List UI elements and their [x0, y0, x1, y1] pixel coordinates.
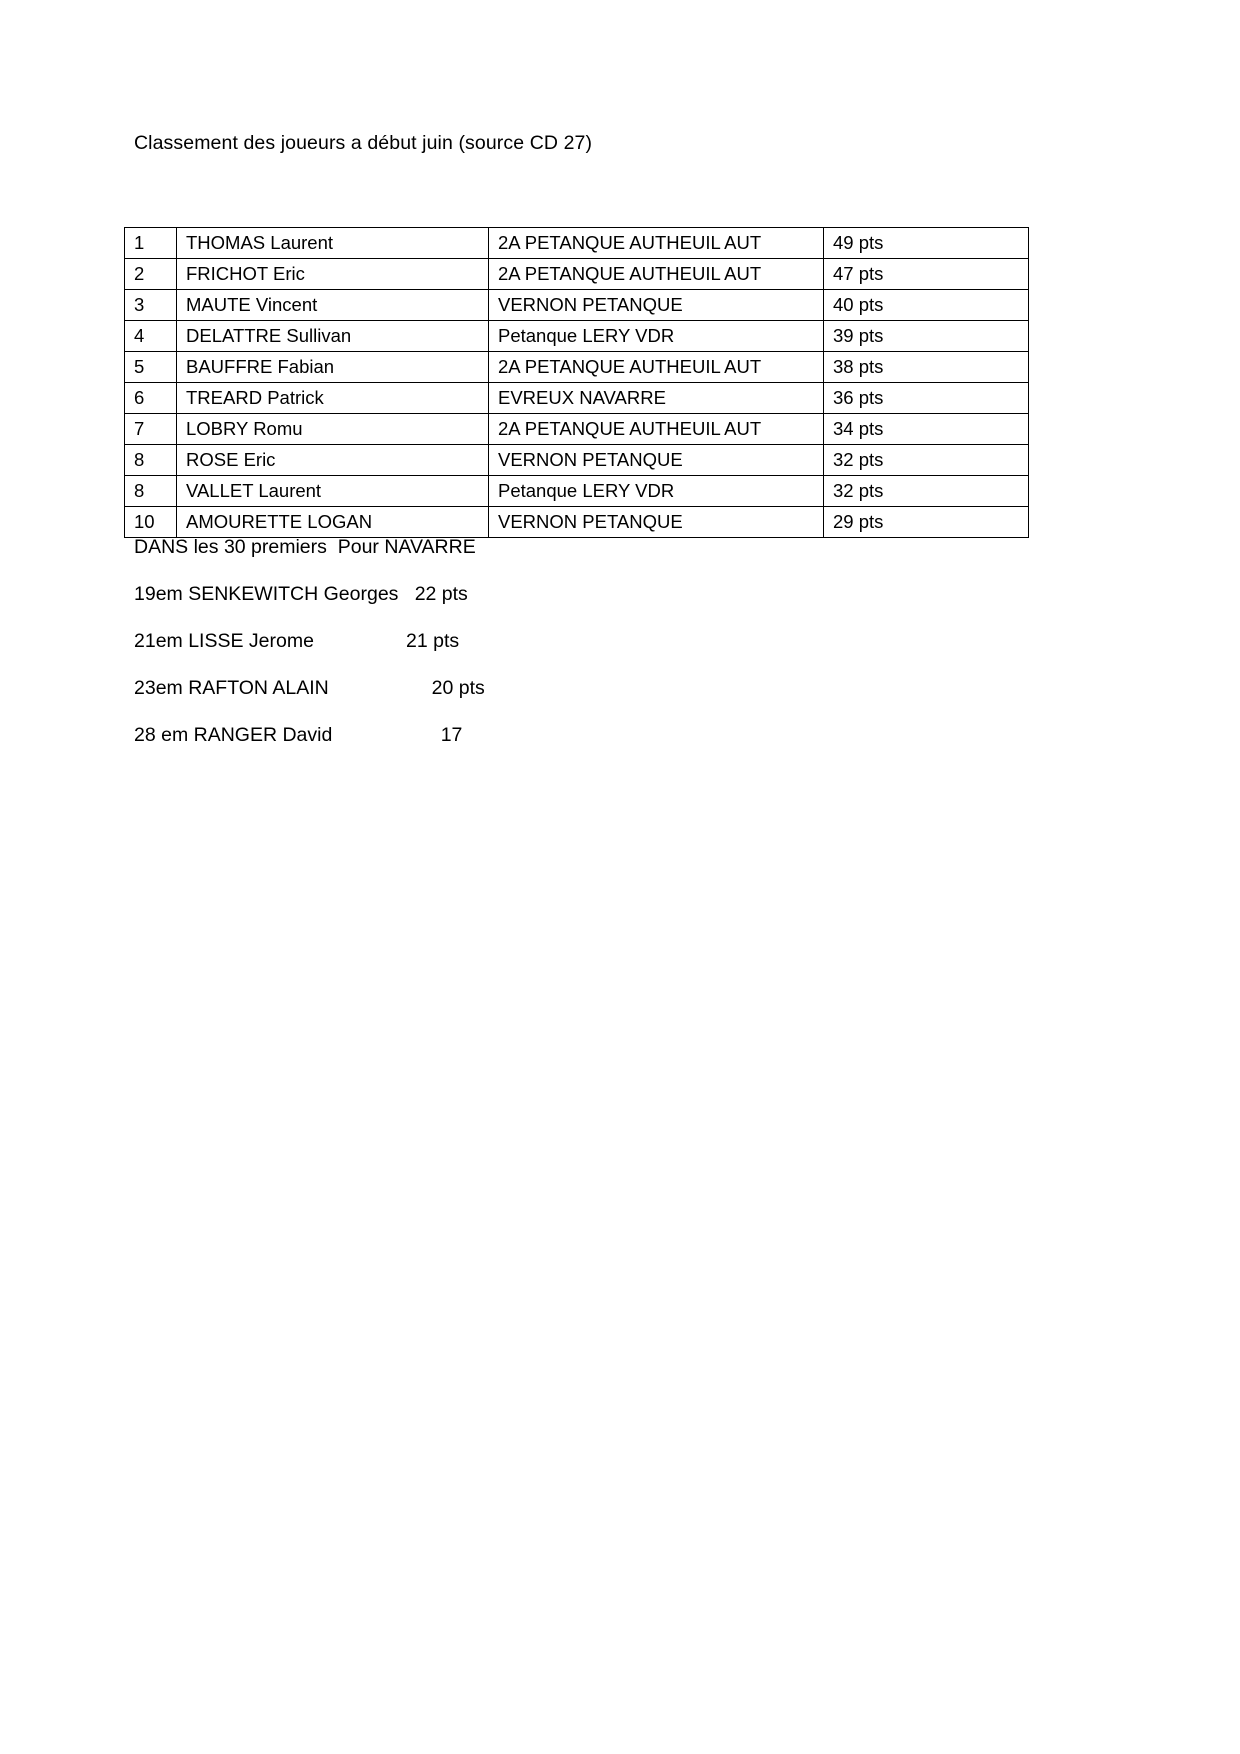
- cell-points: 34 pts: [824, 414, 1029, 445]
- cell-points: 32 pts: [824, 476, 1029, 507]
- cell-club: VERNON PETANQUE: [489, 507, 824, 538]
- cell-points: 38 pts: [824, 352, 1029, 383]
- cell-club: Petanque LERY VDR: [489, 476, 824, 507]
- cell-club: VERNON PETANQUE: [489, 445, 824, 476]
- page-title: Classement des joueurs a début juin (source CD 27): [134, 132, 593, 154]
- navarre-players-list: [134, 581, 834, 748]
- notes-heading: DANS les 30 premiers Pour NAVARRE: [134, 536, 476, 558]
- cell-rank: 3: [125, 290, 177, 321]
- cell-club: Petanque LERY VDR: [489, 321, 824, 352]
- cell-rank: 4: [125, 321, 177, 352]
- cell-rank: 5: [125, 352, 177, 383]
- cell-player: AMOURETTE LOGAN: [177, 507, 489, 538]
- cell-points: 32 pts: [824, 445, 1029, 476]
- cell-rank: 6: [125, 383, 177, 414]
- navarre-player-gap: [314, 630, 406, 652]
- cell-player: VALLET Laurent: [177, 476, 489, 507]
- cell-club: VERNON PETANQUE: [489, 290, 824, 321]
- table-row: [125, 476, 1029, 507]
- cell-rank: 7: [125, 414, 177, 445]
- cell-player: ROSE Eric: [177, 445, 489, 476]
- cell-player: TREARD Patrick: [177, 383, 489, 414]
- cell-points: 49 pts: [824, 228, 1029, 259]
- cell-player: BAUFFRE Fabian: [177, 352, 489, 383]
- navarre-player-line: [134, 628, 834, 654]
- navarre-player-points: 20 pts: [431, 677, 485, 699]
- navarre-player-label: 28 em RANGER David: [134, 724, 333, 746]
- cell-rank: 1: [125, 228, 177, 259]
- cell-club: 2A PETANQUE AUTHEUIL AUT: [489, 228, 824, 259]
- navarre-player-points: 21 pts: [406, 630, 460, 652]
- cell-points: 47 pts: [824, 259, 1029, 290]
- table-row: [125, 228, 1029, 259]
- cell-rank: 8: [125, 445, 177, 476]
- navarre-player-points: 22 pts: [414, 583, 468, 605]
- table-row: [125, 507, 1029, 538]
- player-ranking-table: [124, 227, 1029, 538]
- cell-points: 29 pts: [824, 507, 1029, 538]
- cell-player: MAUTE Vincent: [177, 290, 489, 321]
- navarre-player-gap: [329, 677, 432, 699]
- cell-rank: 8: [125, 476, 177, 507]
- cell-points: 36 pts: [824, 383, 1029, 414]
- cell-points: 39 pts: [824, 321, 1029, 352]
- table-row: [125, 352, 1029, 383]
- navarre-player-line: [134, 675, 834, 701]
- table-row: [125, 414, 1029, 445]
- cell-player: THOMAS Laurent: [177, 228, 489, 259]
- ranking-table-body: [125, 228, 1029, 538]
- navarre-player-label: 23em RAFTON ALAIN: [134, 677, 329, 699]
- cell-player: FRICHOT Eric: [177, 259, 489, 290]
- navarre-player-gap: [332, 724, 440, 746]
- cell-rank: 10: [125, 507, 177, 538]
- cell-player: DELATTRE Sullivan: [177, 321, 489, 352]
- navarre-player-gap: [398, 583, 414, 605]
- cell-club: 2A PETANQUE AUTHEUIL AUT: [489, 352, 824, 383]
- table-row: [125, 445, 1029, 476]
- cell-rank: 2: [125, 259, 177, 290]
- cell-club: 2A PETANQUE AUTHEUIL AUT: [489, 414, 824, 445]
- table-row: [125, 321, 1029, 352]
- cell-points: 40 pts: [824, 290, 1029, 321]
- navarre-player-label: 19em SENKEWITCH Georges: [134, 583, 399, 605]
- navarre-player-line: [134, 722, 834, 748]
- navarre-player-label: 21em LISSE Jerome: [134, 630, 314, 652]
- cell-player: LOBRY Romu: [177, 414, 489, 445]
- navarre-player-line: [134, 581, 834, 607]
- table-row: [125, 383, 1029, 414]
- table-row: [125, 290, 1029, 321]
- table-row: [125, 259, 1029, 290]
- notes-section: [134, 534, 834, 769]
- cell-club: EVREUX NAVARRE: [489, 383, 824, 414]
- navarre-player-points: 17: [440, 724, 463, 746]
- cell-club: 2A PETANQUE AUTHEUIL AUT: [489, 259, 824, 290]
